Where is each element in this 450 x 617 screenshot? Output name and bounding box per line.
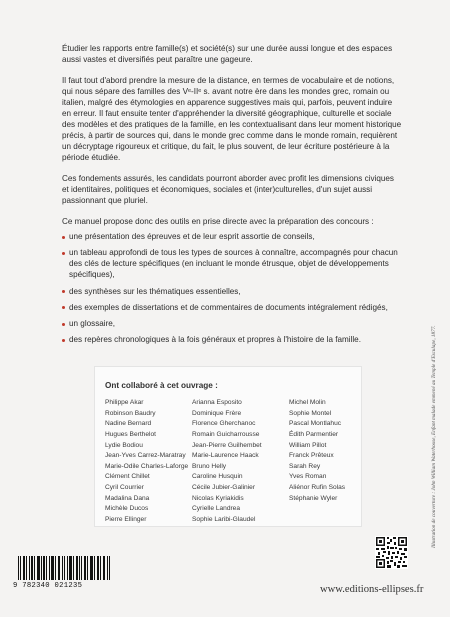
- qr-code-icon[interactable]: [375, 536, 408, 569]
- collaborators-column-2: [192, 398, 262, 526]
- collaborator-name: Cyril Courrier: [105, 484, 144, 491]
- description-text: [62, 44, 402, 352]
- list-item: [62, 248, 402, 281]
- collaborator-name: Yves Roman: [289, 473, 327, 481]
- collaborator-name: Nicolas Kyriakidis: [192, 494, 244, 502]
- collaborator-name: Pierre Ellinger: [105, 515, 147, 523]
- collaborator-name: Lydie Bodiou: [105, 441, 143, 449]
- bullet-icon: [62, 323, 65, 326]
- bullet-icon: [62, 252, 65, 255]
- collaborator-name: Marie-Odile Charles-Laforge: [105, 462, 189, 470]
- collaborator-name: Clément Chillet: [105, 473, 150, 481]
- collaborator-name: Bruno Helly: [192, 462, 227, 470]
- collaborator-name: Cyrielle Landrea: [192, 505, 241, 513]
- collaborator-name: Cécile Jubier-Galinier: [192, 484, 256, 491]
- collaborator-name: Michel Molin: [289, 399, 326, 406]
- collaborators-column-1: [105, 398, 188, 526]
- collaborator-name: Romain Guicharrousse: [192, 430, 260, 438]
- collaborator-name: Robinson Baudry: [105, 409, 156, 417]
- collaborator-name: Florence Gherchanoc: [192, 420, 256, 428]
- bullet-icon: [62, 306, 65, 309]
- collaborator-name: Édith Parmentier: [289, 430, 339, 438]
- list-item: [62, 287, 402, 298]
- list-item: [62, 303, 402, 314]
- collaborator-name: Marie-Laurence Haack: [192, 452, 259, 460]
- bullet-icon: [62, 236, 65, 239]
- list-item-text: des exemples de dissertations et de commentaires de documents intégralement rédigés,: [69, 302, 388, 312]
- collaborator-name: Pascal Montlahuc: [289, 420, 342, 428]
- bullet-icon: [62, 290, 65, 293]
- bullet-icon: [62, 339, 65, 342]
- collaborator-name: Jean-Pierre Guilhembet: [192, 441, 262, 449]
- collaborator-name: Madalina Dana: [105, 494, 150, 502]
- publisher-website[interactable]: www.editions-ellipses.fr: [320, 584, 424, 595]
- collaborator-name: Sarah Rey: [289, 462, 321, 470]
- cover-illustration-credit: Illustration de couverture : John William Waterhouse, Enfant malade emmené au Temple d'Esculape, 1877.: [431, 325, 437, 548]
- collaborator-name: Sophie Montel: [289, 409, 332, 417]
- collaborator-name: Franck Prêteux: [289, 452, 334, 460]
- collaborator-name: Dominique Frère: [192, 409, 242, 417]
- intro-paragraph-1: Étudier les rapports entre famille(s) et société(s) sur une durée aussi longue et des espaces aussi vastes et diversifiés peut paraître une gageure.: [62, 44, 393, 64]
- list-item-text: un glossaire,: [69, 319, 116, 329]
- collaborator-name: Stéphanie Wyler: [289, 494, 338, 502]
- intro-paragraph-3: Ces fondements assurés, les candidats pourront aborder avec profit les dimensions civiques et identitaires, politiques et économiques, sociales et (inter)culturelles, d'un sujet aussi passionnant que pluriel.: [62, 174, 394, 205]
- intro-paragraph-2: Il faut tout d'abord prendre la mesure de la distance, en termes de vocabulaire et de notions, qui nous sépare des familles des Vᵉ-IIᵉ s. avant notre ère dans les mondes grec, romain ou italien, malgré des étymologies en apparence suggestives mais qui, parfois, peuvent induire en erreur. Il faut ensuite tenter d'appréhender la diversité géographique, culturelle et sociale des modèles et des pratiques de la famille, en les contextualisant dans leur moment historique précis, à partir de sources qui, dans le monde grec comme dans le monde romain, requièrent un décryptage rigoureux et critique, du fait, le plus souvent, de leur écriture postérieure à la période étudiée.: [62, 76, 402, 162]
- collaborator-name: Aliénor Rufin Solas: [289, 484, 346, 491]
- list-item-text: des synthèses sur les thématiques essentielles,: [69, 286, 241, 296]
- intro-paragraph-4: Ce manuel propose donc des outils en prise directe avec la préparation des concours :: [62, 217, 374, 227]
- collaborators-box: [94, 366, 362, 527]
- isbn-digits: 9 782340 021235: [13, 580, 117, 592]
- list-item-text: des repères chronologiques à la fois généraux et propres à l'histoire de la famille.: [69, 335, 361, 345]
- collaborator-name: Nadine Bernard: [105, 420, 152, 428]
- list-item-text: un tableau approfondi de tous les types de sources à connaître, accompagnés pour chacun des clés de lecture spécifiques (en incluant le monde étrusque, objet de développements spécifiques),: [69, 248, 398, 280]
- collaborator-name: Caroline Husquin: [192, 473, 243, 481]
- list-item: [62, 232, 402, 243]
- collaborator-name: Arianna Esposito: [192, 399, 242, 406]
- collaborator-name: Philippe Akar: [105, 399, 144, 406]
- collaborator-name: William Pillot: [289, 441, 327, 449]
- collaborators-column-3: [289, 398, 345, 504]
- collaborator-name: Hugues Berthelot: [105, 430, 156, 438]
- list-item-text: une présentation des épreuves et de leur esprit assortie de conseils,: [69, 232, 315, 242]
- collaborator-name: Sophie Laribi-Glaudel: [192, 515, 256, 523]
- features-list: [62, 232, 402, 346]
- list-item: [62, 319, 402, 330]
- collaborator-name: Jean-Yves Carrez-Maratray: [105, 452, 186, 460]
- collaborators-title: Ont collaboré à cet ouvrage :: [105, 381, 218, 390]
- collaborator-name: Michèle Ducos: [105, 505, 149, 513]
- list-item: [62, 335, 402, 346]
